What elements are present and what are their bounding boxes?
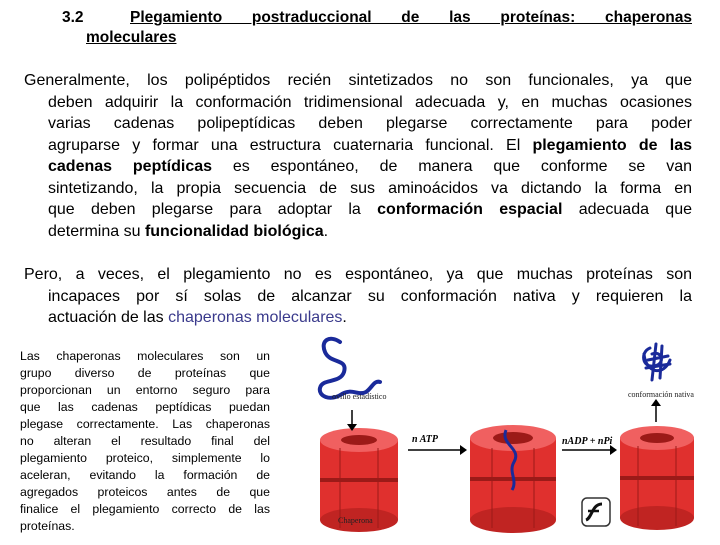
text-line: no alteran el resultado final del — [20, 434, 270, 448]
native-conformation-icon — [644, 344, 670, 380]
text-line — [24, 307, 692, 329]
label-unfolded: ovillo estadístico — [332, 392, 387, 401]
label-chaperone: Chaperona — [338, 516, 373, 525]
label-adp: nADP + nPi — [562, 436, 613, 447]
text-line: Las chaperonas moleculares son un — [20, 349, 270, 363]
paragraph-detail — [20, 348, 270, 535]
text-line: agregados proteicos antes de que — [20, 485, 270, 499]
paragraph-chaperones — [24, 264, 692, 329]
text-line: Generalmente, los polipéptidos recién sintetizados no son funcionales, ya que — [24, 72, 692, 89]
text-line: finalice el plegamiento correcto de las — [20, 502, 270, 516]
text-line — [24, 156, 692, 178]
text-line: plegamiento proteico, simplemente lo — [20, 451, 270, 465]
text-line: aceleran, evitando la formación de — [20, 468, 270, 482]
text-span: actuación de las — [48, 309, 164, 326]
emphasis-folding: plegamiento — [532, 136, 627, 154]
text-span: que deben plegarse para adoptar la — [48, 201, 361, 218]
text-span: determina su — [48, 222, 141, 240]
emphasis-text: de las — [638, 136, 692, 154]
label-native: conformación nativa — [628, 390, 694, 399]
text-span: adecuada que — [578, 201, 692, 218]
paragraph-intro — [24, 70, 692, 242]
section-title: Plegamiento postraduccional de las proteínas: chaperonas — [130, 9, 692, 26]
unfolded-chain-icon — [320, 339, 380, 398]
section-title-cont: moleculares — [86, 29, 177, 46]
text-line: Pero, a veces, el plegamiento no es espontáneo, ya que muchas proteínas son — [24, 266, 692, 283]
text-line: proporcionan un entorno seguro para — [20, 383, 270, 397]
chaperone-diagram — [300, 330, 700, 540]
text-line: varias cadenas polipeptídicas deben plegarse correctamente para poder — [48, 115, 692, 132]
text-line: incapaces por sí solas de alcanzar su conformación nativa y requieren la — [48, 287, 692, 305]
text-line: plegase correctamente. Las chaperonas — [20, 417, 270, 431]
section-number: 3.2 — [62, 9, 84, 26]
text-line: sintetizando, la propia secuencia de sus aminoácidos va dictando la forma en — [48, 179, 692, 197]
text-line: deben adquirir la conformación tridimensional adecuada y, en muchas ocasiones — [48, 93, 692, 111]
label-atp: n ATP — [412, 434, 439, 445]
emphasis-peptide-chains: cadenas peptídicas — [48, 158, 213, 175]
emphasis-spatial-conformation: conformación espacial — [377, 201, 563, 218]
emphasis-biological-function: funcionalidad biológica — [144, 222, 324, 240]
text-line — [24, 199, 692, 221]
chaperone-barrel-middle-icon — [470, 425, 556, 533]
text-line — [24, 135, 692, 157]
chaperone-figure — [300, 330, 700, 540]
chaperone-barrel-right-icon — [620, 426, 694, 530]
emphasis-molecular-chaperones: chaperonas moleculares — [168, 309, 343, 326]
text-span: . — [323, 222, 329, 240]
text-line — [24, 221, 692, 243]
flash-logo-icon — [582, 498, 610, 526]
text-line: que las cadenas peptídicas puedan — [20, 400, 270, 414]
text-line: grupo diverso de proteínas que — [20, 366, 270, 380]
text-line: proteínas. — [20, 519, 75, 533]
text-span: agruparse y formar una estructura cuaternaria funcional. El — [48, 136, 521, 154]
text-span: es espontáneo, de manera que conforme se van — [232, 158, 692, 175]
text-span: . — [342, 309, 347, 326]
